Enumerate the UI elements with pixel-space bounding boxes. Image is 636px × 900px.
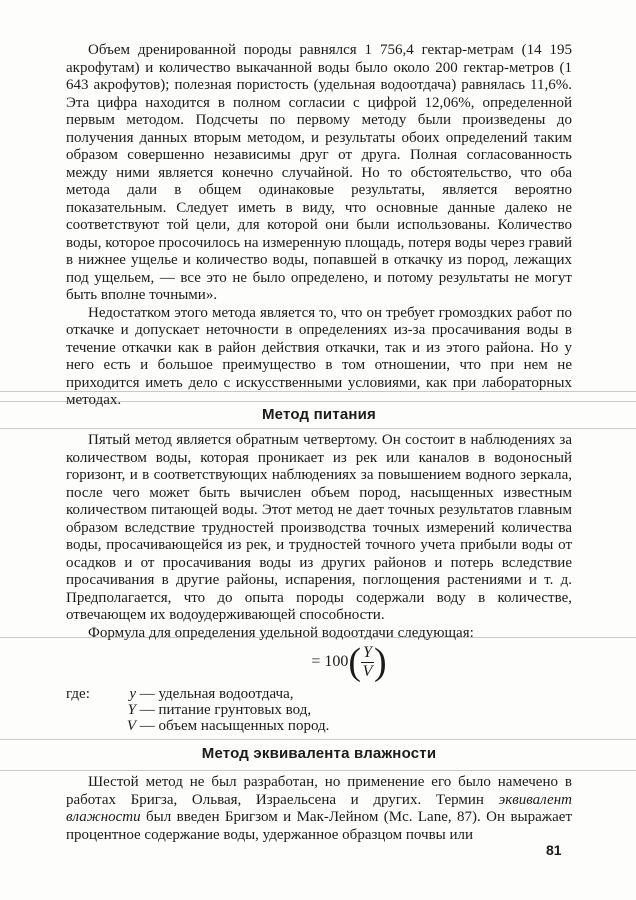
feeding-paragraph: Пятый метод является обратным четвертому. Он состоит в наблюдениях за количеством воды, которая проникает из рек или каналов в водоносный горизонт, и в соответствующих наблюдениях за повышением водного зеркала, после чего может быть вычислен объем пород, насыщенных известным количеством питающей воды. Этот метод не дает точных результатов главным образом вследствие трудностей производства точных измерений количества воды, просачивающейся из рек, и трудностей точного учета прибыли воды от осадков и от просачивания воды из других районов и потерь вследствие просачивания в другие районы, испарения, поглощения растениями и т. д. Предполагается, что до опыта породы содержали воду в количестве, отвечающем их водоудерживающей способности.: [66, 432, 572, 623]
page-number: 81: [546, 842, 562, 858]
fraction: [361, 644, 374, 681]
close-paren: ): [373, 641, 387, 683]
equivalent-text-start: Шестой метод не был разработан, но применение его было намечено в работах Бригза, Ольвая, Израельсена и других. Термин: [66, 774, 572, 808]
legend-block: [66, 686, 572, 736]
legend-row: [66, 686, 572, 702]
legend-symbol: Y: [127, 702, 136, 718]
section-heading-equivalent: Метод эквивалента влажности: [201, 745, 437, 762]
legend-text: — питание грунтовых вод,: [139, 702, 312, 718]
section-equivalent-body: [66, 774, 572, 844]
legend-symbol: y: [129, 686, 136, 702]
equivalent-text-end: был введен Бригзом и Мак-Лейном (Mc. Lane, 87). Он выражает процентное содержание воды, удержанное образцом почвы или: [66, 809, 572, 843]
intro-paragraph-2: Недостатком этого метода является то, что он требует громоздких работ по откачке и допускает неточности в определениях из-за просачивания воды в течение откачки как в район действия откачки, так и из этого района. Но у него есть и большое преимущество в том отношении, что при нем не приходится иметь дело с искусственными условиями, как при лабораторных методах.: [66, 304, 572, 408]
legend-row: [66, 702, 572, 718]
variable-legend: [66, 686, 572, 734]
formula-block: [66, 642, 572, 682]
fraction-denominator: V: [362, 662, 373, 680]
intro-block: [66, 42, 572, 410]
legend-row: [66, 718, 572, 734]
legend-symbol: V: [126, 718, 136, 734]
section-heading-feeding: Метод питания: [261, 406, 377, 423]
scan-line: [0, 428, 636, 429]
intro-paragraph: Объем дренированной породы равнялся 1 756,4 гектар-метрам (14 195 акрофутам) и количество выкачанной воды было около 200 гектар-метров (1 643 акрофутов); полезная пористость (удельная водоотдача) равнялась 11,6%. Эта цифра находится в полном согласии с цифрой 12,06%, определенной первым методом. Подсчеты по первому методу были произведены до получения данных вторым методом, и результаты обоих определений таким образом совершенно независимы друг от друга. Полная согласованность между ними является конечно случайной. Но то обстоятельство, что оба метода дали в общем одинаковые результаты, является вероятно показательным. Следует иметь в виду, что основные данные далеко не соответствуют той цели, для которой они были использованы. Количество воды, которое просочилось на измеренную площадь, потеря воды через гравий в нижнее ущелье и количество воды, попавшей в откачку из пород, лежащих под ущельем, — все это не было определено, и потому результаты не могут быть вполне точными».: [66, 42, 572, 303]
section-equivalent: [66, 745, 572, 763]
equivalent-paragraph: [66, 774, 572, 844]
formula-intro: Формула для определения удельной водоотдачи следующая:: [88, 624, 474, 641]
formula-coefficient: = 100: [311, 653, 349, 670]
equivalent-term: эквивалент влажности: [66, 791, 572, 825]
scan-line: [0, 739, 636, 740]
section-feeding-body: [66, 432, 572, 642]
legend-text: — удельная водоотдача,: [139, 686, 294, 702]
section-feeding: [66, 406, 572, 424]
specific-yield-formula: [66, 642, 572, 682]
scan-line: [0, 770, 636, 771]
fraction-numerator: Y: [363, 643, 372, 661]
legend-text: — объем насыщенных пород.: [139, 718, 330, 734]
open-paren: (: [348, 641, 362, 683]
legend-lead: где:: [66, 686, 90, 702]
